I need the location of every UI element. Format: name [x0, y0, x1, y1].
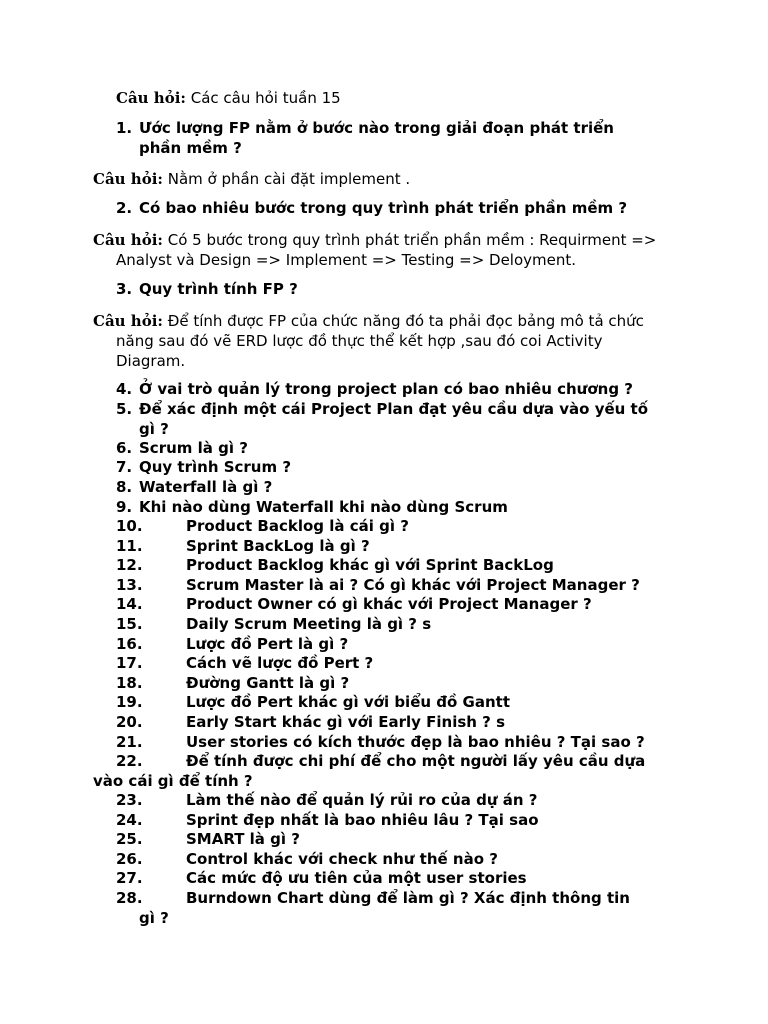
question-number: 11.: [116, 537, 143, 555]
question-6: [116, 439, 248, 459]
question-text: Product Backlog khác gì với Sprint BackLog: [186, 556, 554, 574]
answer-text-line-2: Analyst và Design => Implement => Testing => Deloyment.: [116, 251, 577, 269]
answer-text-line-1: Có 5 bước trong quy trình phát triển phần mềm : Requirment =>: [167, 231, 657, 249]
question-text: Product Owner có gì khác với Project Manager ?: [186, 595, 592, 613]
question-number: 17.: [116, 654, 143, 672]
question-text: User stories có kích thước đẹp là bao nhiêu ? Tại sao ?: [186, 733, 645, 751]
question-23: [116, 791, 537, 811]
question-22: [93, 752, 646, 791]
answer-text-line-3: Diagram.: [116, 352, 186, 370]
question-21: [116, 733, 645, 753]
answer-3: [93, 311, 693, 371]
question-number: 18.: [116, 674, 143, 692]
question-8: [116, 478, 272, 498]
question-17: [116, 654, 373, 674]
question-text: Đường Gantt là gì ?: [186, 674, 350, 692]
question-number: 5.: [116, 400, 133, 418]
question-text: Quy trình Scrum ?: [139, 458, 292, 476]
question-number: 10.: [116, 517, 143, 535]
question-number: 25.: [116, 830, 143, 848]
question-number: 19.: [116, 693, 143, 711]
answer-2: [93, 230, 693, 270]
answer-text-line-1: Để tính được FP của chức năng đó ta phải đọc bảng mô tả chức: [167, 312, 644, 330]
question-4: [116, 380, 633, 400]
question-15: [116, 615, 431, 635]
question-number: 23.: [116, 791, 143, 809]
heading-label: Câu hỏi:: [116, 89, 186, 107]
answer-text: Nằm ở phần cài đặt implement .: [167, 170, 411, 188]
question-text: Sprint đẹp nhất là bao nhiêu lâu ? Tại sao: [186, 811, 539, 829]
question-19: [116, 693, 510, 713]
question-continuation: gì ?: [139, 419, 169, 438]
question-text: Sprint BackLog là gì ?: [186, 537, 370, 555]
question-number: 9.: [116, 498, 133, 516]
question-number: 1.: [116, 119, 133, 137]
answer-label: Câu hỏi:: [93, 170, 163, 188]
question-16: [116, 635, 348, 655]
question-number: 22.: [116, 752, 143, 770]
question-3: [116, 280, 298, 300]
question-number: 28.: [116, 889, 143, 907]
question-11: [116, 537, 370, 557]
question-14: [116, 595, 592, 615]
question-5: [116, 400, 648, 439]
question-text: Cách vẽ lược đồ Pert ?: [186, 654, 374, 672]
question-26: [116, 850, 498, 870]
question-1: [116, 119, 614, 158]
question-text: Product Backlog là cái gì ?: [186, 517, 409, 535]
question-number: 13.: [116, 576, 143, 594]
question-continuation: gì ?: [139, 908, 169, 927]
question-text: Ước lượng FP nằm ở bước nào trong giải đoạn phát triển: [139, 119, 614, 137]
question-number: 12.: [116, 556, 143, 574]
question-10: [116, 517, 409, 537]
question-number: 24.: [116, 811, 143, 829]
question-number: 8.: [116, 478, 133, 496]
question-number: 26.: [116, 850, 143, 868]
question-text: Scrum là gì ?: [139, 439, 248, 457]
question-2: [116, 199, 627, 219]
question-20: [116, 713, 505, 733]
question-number: 14.: [116, 595, 143, 613]
question-text: Khi nào dùng Waterfall khi nào dùng Scrum: [139, 498, 508, 516]
question-number: 7.: [116, 458, 133, 476]
heading-text: Các câu hỏi tuần 15: [190, 89, 341, 107]
question-number: 15.: [116, 615, 143, 633]
question-9: [116, 498, 508, 518]
answer-1: [93, 169, 410, 189]
question-number: 21.: [116, 733, 143, 751]
question-text: Ở vai trò quản lý trong project plan có bao nhiêu chương ?: [139, 380, 633, 398]
heading: [116, 88, 341, 108]
answer-text-line-2: năng sau đó vẽ ERD lược đồ thực thể kết hợp ,sau đó coi Activity: [116, 332, 603, 350]
question-number: 16.: [116, 635, 143, 653]
question-28: [116, 889, 630, 928]
question-7: [116, 458, 291, 478]
question-12: [116, 556, 554, 576]
question-text: Control khác với check như thế nào ?: [186, 850, 498, 868]
question-text: Lược đồ Pert là gì ?: [186, 635, 349, 653]
question-text: Early Start khác gì với Early Finish ? s: [186, 713, 506, 731]
question-18: [116, 674, 349, 694]
question-text: Các mức độ ưu tiên của một user stories: [186, 869, 527, 887]
question-text: Scrum Master là ai ? Có gì khác với Project Manager ?: [186, 576, 640, 594]
question-continuation: vào cái gì để tính ?: [93, 771, 253, 790]
question-text: Để tính được chi phí để cho một người lấy yêu cầu dựa: [186, 752, 646, 770]
question-number: 27.: [116, 869, 143, 887]
question-text: Làm thế nào để quản lý rủi ro của dự án ?: [186, 791, 538, 809]
answer-label: Câu hỏi:: [93, 312, 163, 330]
question-text: SMART là gì ?: [186, 830, 300, 848]
question-24: [116, 811, 539, 831]
question-number: 2.: [116, 199, 133, 217]
question-text: Để xác định một cái Project Plan đạt yêu cầu dựa vào yếu tố: [139, 400, 649, 418]
question-text: Waterfall là gì ?: [139, 478, 273, 496]
question-27: [116, 869, 527, 889]
question-25: [116, 830, 300, 850]
question-number: 20.: [116, 713, 143, 731]
question-text: Có bao nhiêu bước trong quy trình phát triển phần mềm ?: [139, 199, 628, 217]
question-text: Quy trình tính FP ?: [139, 280, 298, 298]
question-text: Burndown Chart dùng để làm gì ? Xác định thông tin: [186, 889, 630, 907]
question-continuation: phần mềm ?: [139, 138, 242, 157]
question-13: [116, 576, 640, 596]
question-text: Daily Scrum Meeting là gì ? s: [186, 615, 432, 633]
answer-label: Câu hỏi:: [93, 231, 163, 249]
question-text: Lược đồ Pert khác gì với biểu đồ Gantt: [186, 693, 510, 711]
question-number: 6.: [116, 439, 133, 457]
question-number: 3.: [116, 280, 133, 298]
question-number: 4.: [116, 380, 133, 398]
